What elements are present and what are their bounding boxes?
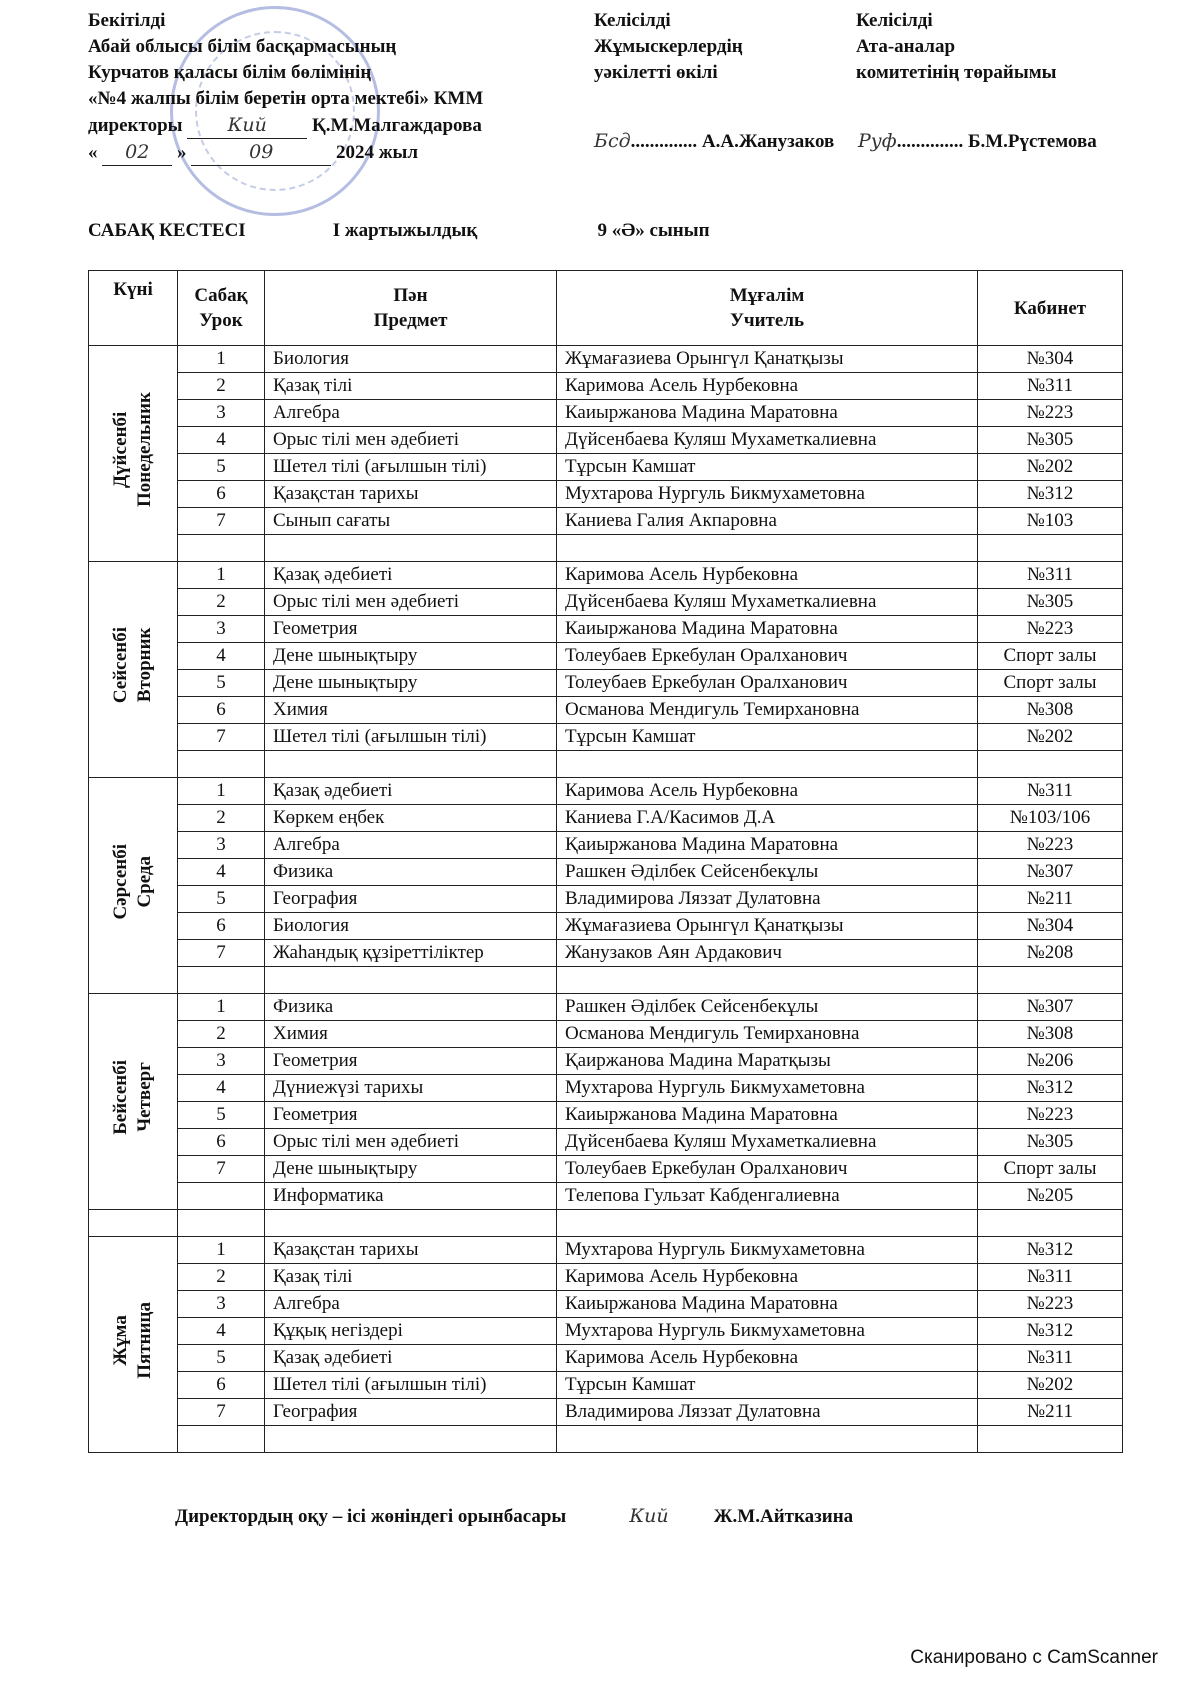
room-cell: №223 (978, 832, 1123, 859)
teacher-cell: Каиыржанова Мадина Маратовна (557, 1102, 978, 1129)
table-row (89, 967, 1123, 994)
lesson-number: 3 (178, 832, 265, 859)
teacher-cell: Рашкен Әділбек Сейсенбекұлы (557, 859, 978, 886)
lesson-number: 1 (178, 346, 265, 373)
approval-line: Бекітілді (88, 10, 166, 31)
room-cell: №312 (978, 1237, 1123, 1264)
lesson-number: 2 (178, 805, 265, 832)
teacher-cell: Толеубаев Еркебулан Оралханович (557, 1156, 978, 1183)
subject-cell: Алгебра (265, 832, 557, 859)
table-row (89, 1291, 1123, 1318)
lesson-number: 7 (178, 1399, 265, 1426)
subject-cell: Химия (265, 1021, 557, 1048)
teacher-cell: Жанузаков Аян Ардакович (557, 940, 978, 967)
table-row (89, 643, 1123, 670)
table-row (89, 1021, 1123, 1048)
teacher-cell: Толеубаев Еркебулан Оралханович (557, 670, 978, 697)
header-subject (265, 271, 557, 346)
subject-cell: Құқық негіздері (265, 1318, 557, 1345)
day-name (109, 392, 157, 507)
lesson-number: 5 (178, 670, 265, 697)
table-row (89, 1264, 1123, 1291)
header-lesson-kz: Сабақ (194, 285, 248, 306)
subject-cell: Қазақ әдебиеті (265, 562, 557, 589)
table-row (89, 805, 1123, 832)
room-cell: №311 (978, 1264, 1123, 1291)
header-subject-ru: Предмет (373, 310, 448, 331)
blank-row (89, 1210, 1123, 1237)
lesson-number (178, 1183, 265, 1210)
dots: .............. (630, 131, 698, 152)
room-cell: №223 (978, 1102, 1123, 1129)
day-name-ru: Пятница (134, 1302, 155, 1379)
approval-block (88, 8, 483, 166)
subject-cell: Қазақстан тарихы (265, 481, 557, 508)
room-cell (978, 751, 1123, 778)
subject-cell: Қазақстан тарихы (265, 1237, 557, 1264)
subject-cell: Геометрия (265, 1102, 557, 1129)
room-cell: №311 (978, 562, 1123, 589)
empty-cell (89, 1210, 178, 1237)
agreed-line: уәкілетті өкілі (594, 62, 718, 83)
empty-cell (557, 1210, 978, 1237)
date-day: 02 (102, 139, 172, 166)
room-cell: №202 (978, 724, 1123, 751)
table-row (89, 427, 1123, 454)
union-signature: Бсд (594, 130, 631, 152)
lesson-number: 6 (178, 697, 265, 724)
room-cell: №223 (978, 1291, 1123, 1318)
teacher-cell: Қаиыржанова Мадина Маратовна (557, 832, 978, 859)
day-name-ru: Среда (134, 855, 155, 908)
lesson-number: 4 (178, 427, 265, 454)
lesson-number: 2 (178, 589, 265, 616)
subject-cell (265, 967, 557, 994)
lesson-number (178, 751, 265, 778)
table-row (89, 454, 1123, 481)
teacher-cell: Тұрсын Камшат (557, 1372, 978, 1399)
lesson-number: 7 (178, 1156, 265, 1183)
teacher-cell: Жұмағазиева Орынгүл Қанатқызы (557, 913, 978, 940)
day-name-kz: Дүйсенбі (110, 411, 131, 488)
subject-cell: Геометрия (265, 1048, 557, 1075)
teacher-cell: Тұрсын Камшат (557, 454, 978, 481)
table-row (89, 508, 1123, 535)
subject-cell: География (265, 1399, 557, 1426)
teacher-cell: Каиыржанова Мадина Маратовна (557, 616, 978, 643)
table-row (89, 1237, 1123, 1264)
day-cell (89, 994, 178, 1210)
header-lesson (178, 271, 265, 346)
header-day: Күні (89, 271, 178, 346)
approval-date (88, 139, 483, 166)
teacher-cell: Жұмағазиева Орынгүл Қанатқызы (557, 346, 978, 373)
quote-close: » (177, 142, 187, 163)
room-cell: №312 (978, 1318, 1123, 1345)
deputy-name: Ж.М.Айтказина (713, 1506, 854, 1527)
subject-cell: Орыс тілі мен әдебиеті (265, 427, 557, 454)
schedule-table (88, 270, 1123, 1453)
table-row (89, 400, 1123, 427)
agreed-line: комитетінің төрайымы (856, 62, 1057, 83)
table-row (89, 859, 1123, 886)
room-cell: Спорт залы (978, 643, 1123, 670)
day-cell (89, 346, 178, 562)
day-name-kz: Сейсенбі (110, 627, 131, 704)
table-row (89, 1183, 1123, 1210)
teacher-cell: Османова Мендигуль Темирхановна (557, 697, 978, 724)
table-row (89, 1318, 1123, 1345)
lesson-number (178, 535, 265, 562)
table-row (89, 832, 1123, 859)
room-cell: №205 (978, 1183, 1123, 1210)
table-row (89, 1048, 1123, 1075)
subject-cell: Физика (265, 994, 557, 1021)
subject-cell: Шетел тілі (ағылшын тілі) (265, 724, 557, 751)
lesson-number: 1 (178, 1237, 265, 1264)
lesson-number: 3 (178, 1048, 265, 1075)
room-cell (978, 1426, 1123, 1453)
subject-cell: Жаһандық құзіреттіліктер (265, 940, 557, 967)
title-main: САБАҚ КЕСТЕСІ (88, 220, 246, 241)
subject-cell: Информатика (265, 1183, 557, 1210)
subject-cell: Қазақ тілі (265, 373, 557, 400)
header-teacher-kz: Мұғалім (729, 285, 805, 306)
title-class: 9 «Ә» сынып (597, 220, 710, 241)
lesson-number: 5 (178, 454, 265, 481)
teacher-cell: Дүйсенбаева Куляш Мухаметкалиевна (557, 1129, 978, 1156)
dots: .............. (896, 131, 964, 152)
teacher-cell: Мухтарова Нургуль Бикмухаметовна (557, 1237, 978, 1264)
teacher-cell: Рашкен Әділбек Сейсенбекұлы (557, 994, 978, 1021)
parents-signature: Руф (858, 130, 897, 152)
room-cell: №103/106 (978, 805, 1123, 832)
teacher-cell: Дүйсенбаева Куляш Мухаметкалиевна (557, 427, 978, 454)
subject-cell: Қазақ әдебиеті (265, 1345, 557, 1372)
day-cell (89, 1237, 178, 1453)
room-cell: №311 (978, 778, 1123, 805)
day-name (109, 627, 157, 703)
table-row (89, 778, 1123, 805)
teacher-cell: Каримова Асель Нурбековна (557, 373, 978, 400)
lesson-number: 7 (178, 508, 265, 535)
room-cell: №305 (978, 1129, 1123, 1156)
subject-cell: Қазақ әдебиеті (265, 778, 557, 805)
union-rep-name: А.А.Жанузаков (701, 131, 835, 152)
table-row (89, 1156, 1123, 1183)
teacher-cell (557, 751, 978, 778)
room-cell: Спорт залы (978, 670, 1123, 697)
table-row (89, 1102, 1123, 1129)
subject-cell (265, 1426, 557, 1453)
agreed-line: Ата-аналар (856, 36, 956, 57)
subject-cell: Биология (265, 346, 557, 373)
lesson-number: 5 (178, 886, 265, 913)
table-header-row (89, 271, 1123, 346)
header-room: Кабинет (978, 271, 1123, 346)
deputy-role: Директордың оқу – ісі жөніндегі орынбасары (175, 1506, 567, 1527)
day-cell (89, 562, 178, 778)
table-row (89, 1399, 1123, 1426)
day-name-kz: Сәрсенбі (110, 843, 131, 920)
teacher-cell: Телепова Гульзат Кабденгалиевна (557, 1183, 978, 1210)
day-cell (89, 778, 178, 994)
day-name-ru: Вторник (134, 628, 155, 703)
table-row (89, 994, 1123, 1021)
lesson-number (178, 1426, 265, 1453)
date-month: 09 (191, 139, 331, 166)
director-line (88, 112, 483, 139)
subject-cell (265, 751, 557, 778)
schedule-body (89, 346, 1123, 1453)
teacher-cell: Мухтарова Нургуль Бикмухаметовна (557, 1318, 978, 1345)
teacher-cell: Владимирова Ляззат Дулатовна (557, 886, 978, 913)
room-cell: №208 (978, 940, 1123, 967)
schedule-title (88, 220, 710, 242)
parents-signature-line (858, 130, 1097, 153)
room-cell: №202 (978, 454, 1123, 481)
approval-line: Курчатов қаласы білім бөлімінің (88, 62, 372, 83)
room-cell: №223 (978, 616, 1123, 643)
teacher-cell (557, 1426, 978, 1453)
deputy-signature: Кий (629, 1505, 669, 1527)
agreed-line: Келісілді (856, 10, 933, 31)
lesson-number: 3 (178, 400, 265, 427)
room-cell: №304 (978, 346, 1123, 373)
room-cell: №307 (978, 859, 1123, 886)
lesson-number: 2 (178, 1264, 265, 1291)
teacher-cell: Каримова Асель Нурбековна (557, 778, 978, 805)
room-cell (978, 967, 1123, 994)
header-subject-kz: Пән (393, 285, 428, 306)
room-cell: №304 (978, 913, 1123, 940)
lesson-number: 2 (178, 1021, 265, 1048)
lesson-number: 4 (178, 1075, 265, 1102)
room-cell: №312 (978, 481, 1123, 508)
teacher-cell (557, 967, 978, 994)
lesson-number: 5 (178, 1102, 265, 1129)
teacher-cell: Каиыржанова Мадина Маратовна (557, 1291, 978, 1318)
day-name-ru: Понедельник (134, 391, 155, 507)
day-name-ru: Четверг (134, 1062, 155, 1133)
quote-open: « (88, 142, 98, 163)
room-cell: №311 (978, 1345, 1123, 1372)
table-row (89, 1426, 1123, 1453)
table-row (89, 940, 1123, 967)
subject-cell: Орыс тілі мен әдебиеті (265, 1129, 557, 1156)
lesson-number: 6 (178, 1129, 265, 1156)
teacher-cell: Каримова Асель Нурбековна (557, 1345, 978, 1372)
header-lesson-ru: Урок (199, 310, 243, 331)
lesson-number: 5 (178, 1345, 265, 1372)
subject-cell: Орыс тілі мен әдебиеті (265, 589, 557, 616)
lesson-number: 4 (178, 643, 265, 670)
teacher-cell (557, 535, 978, 562)
empty-cell (178, 1210, 265, 1237)
agreed-parents-block (856, 8, 1056, 86)
room-cell: №305 (978, 427, 1123, 454)
teacher-cell: Каримова Асель Нурбековна (557, 1264, 978, 1291)
subject-cell: Дене шынықтыру (265, 670, 557, 697)
agreed-union-block (594, 8, 743, 86)
agreed-line: Келісілді (594, 10, 671, 31)
lesson-number: 6 (178, 481, 265, 508)
subject-cell: Физика (265, 859, 557, 886)
teacher-cell: Каримова Асель Нурбековна (557, 562, 978, 589)
room-cell: №103 (978, 508, 1123, 535)
teacher-cell: Тұрсын Камшат (557, 724, 978, 751)
lesson-number: 3 (178, 1291, 265, 1318)
room-cell: Спорт залы (978, 1156, 1123, 1183)
subject-cell: Алгебра (265, 1291, 557, 1318)
subject-cell: Дүниежүзі тарихы (265, 1075, 557, 1102)
table-row (89, 481, 1123, 508)
teacher-cell: Қаиржанова Мадина Маратқызы (557, 1048, 978, 1075)
teacher-cell: Каниева Галия Акпаровна (557, 508, 978, 535)
header-teacher-ru: Учитель (729, 310, 805, 331)
room-cell: №206 (978, 1048, 1123, 1075)
room-cell: №308 (978, 697, 1123, 724)
lesson-number (178, 967, 265, 994)
director-name: Қ.М.Малгаждарова (312, 115, 482, 136)
teacher-cell: Толеубаев Еркебулан Оралханович (557, 643, 978, 670)
subject-cell: Сынып сағаты (265, 508, 557, 535)
subject-cell: Қазақ тілі (265, 1264, 557, 1291)
union-signature-line (594, 130, 834, 153)
footer-signature (175, 1505, 853, 1528)
day-name-kz: Бейсенбі (110, 1060, 131, 1135)
table-row (89, 670, 1123, 697)
date-year: 2024 жыл (336, 142, 419, 163)
lesson-number: 1 (178, 562, 265, 589)
day-name (109, 1060, 157, 1135)
table-row (89, 913, 1123, 940)
camscanner-watermark: Сканировано с CamScanner (910, 1647, 1158, 1668)
title-semester: І жартыжылдық (332, 220, 478, 241)
subject-cell: Шетел тілі (ағылшын тілі) (265, 1372, 557, 1399)
empty-cell (978, 1210, 1123, 1237)
table-row (89, 697, 1123, 724)
parents-chair-name: Б.М.Рүстемова (967, 131, 1097, 152)
teacher-cell: Владимирова Ляззат Дулатовна (557, 1399, 978, 1426)
subject-cell: Шетел тілі (ағылшын тілі) (265, 454, 557, 481)
table-row (89, 589, 1123, 616)
room-cell: №211 (978, 1399, 1123, 1426)
empty-cell (265, 1210, 557, 1237)
lesson-number: 4 (178, 1318, 265, 1345)
subject-cell: Биология (265, 913, 557, 940)
table-row (89, 751, 1123, 778)
room-cell: №308 (978, 1021, 1123, 1048)
header-teacher (557, 271, 978, 346)
table-row (89, 1345, 1123, 1372)
room-cell: №312 (978, 1075, 1123, 1102)
table-row (89, 1129, 1123, 1156)
day-name (109, 1302, 157, 1379)
lesson-number: 6 (178, 1372, 265, 1399)
table-row (89, 535, 1123, 562)
lesson-number: 7 (178, 724, 265, 751)
table-row (89, 886, 1123, 913)
director-signature: Кий (187, 112, 307, 139)
teacher-cell: Каиыржанова Мадина Маратовна (557, 400, 978, 427)
subject-cell: Көркем еңбек (265, 805, 557, 832)
director-label: директоры (88, 115, 183, 136)
lesson-number: 4 (178, 859, 265, 886)
table-row (89, 724, 1123, 751)
subject-cell: Дене шынықтыру (265, 1156, 557, 1183)
teacher-cell: Каниева Г.А/Касимов Д.А (557, 805, 978, 832)
lesson-number: 6 (178, 913, 265, 940)
table-row (89, 1075, 1123, 1102)
table-row (89, 562, 1123, 589)
day-name-kz: Жұма (110, 1315, 131, 1366)
lesson-number: 3 (178, 616, 265, 643)
room-cell: №311 (978, 373, 1123, 400)
lesson-number: 2 (178, 373, 265, 400)
room-cell: №211 (978, 886, 1123, 913)
subject-cell: Дене шынықтыру (265, 643, 557, 670)
lesson-number: 1 (178, 778, 265, 805)
day-name (109, 844, 157, 920)
lesson-number: 7 (178, 940, 265, 967)
room-cell: №305 (978, 589, 1123, 616)
subject-cell: Химия (265, 697, 557, 724)
room-cell: №202 (978, 1372, 1123, 1399)
teacher-cell: Мухтарова Нургуль Бикмухаметовна (557, 481, 978, 508)
approval-line: Абай облысы білім басқармасының (88, 36, 397, 57)
subject-cell: География (265, 886, 557, 913)
lesson-number: 1 (178, 994, 265, 1021)
room-cell: №307 (978, 994, 1123, 1021)
table-row (89, 346, 1123, 373)
approval-line: «№4 жалпы білім беретін орта мектебі» КММ (88, 88, 484, 109)
table-row (89, 1372, 1123, 1399)
subject-cell: Алгебра (265, 400, 557, 427)
teacher-cell: Османова Мендигуль Темирхановна (557, 1021, 978, 1048)
room-cell: №223 (978, 400, 1123, 427)
subject-cell: Геометрия (265, 616, 557, 643)
table-row (89, 616, 1123, 643)
agreed-line: Жұмыскерлердің (594, 36, 743, 57)
subject-cell (265, 535, 557, 562)
teacher-cell: Мухтарова Нургуль Бикмухаметовна (557, 1075, 978, 1102)
room-cell (978, 535, 1123, 562)
table-row (89, 373, 1123, 400)
teacher-cell: Дүйсенбаева Куляш Мухаметкалиевна (557, 589, 978, 616)
